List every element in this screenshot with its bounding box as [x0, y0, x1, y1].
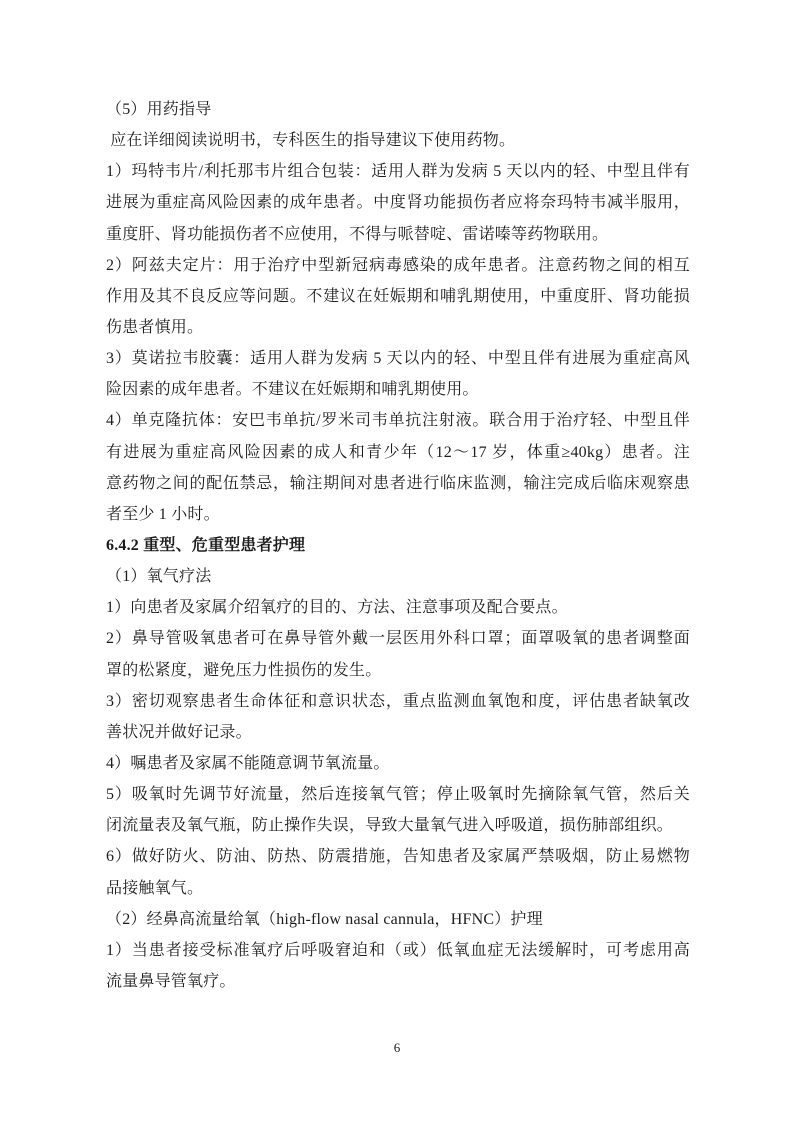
- section-heading: 6.4.2 重型、危重型患者护理: [106, 536, 306, 554]
- text-line: 罩的松紧度，避免压力性损伤的发生。: [106, 661, 382, 679]
- text-line: 1）玛特韦片/利托那韦片组合包装：适用人群为发病 5 天以内的轻、中型且伴有: [106, 163, 690, 181]
- document-body: [106, 94, 690, 997]
- text-line: 4）嘱患者及家属不能随意调节氧流量。: [106, 754, 390, 772]
- text-line: 6）做好防火、防油、防热、防震措施，告知患者及家属严禁吸烟，防止易燃物: [106, 848, 690, 866]
- text-line: 者至少 1 小时。: [106, 505, 220, 523]
- text-line: （2）经鼻高流量给氧（high-flow nasal cannula，HFNC）护理: [106, 910, 543, 928]
- text-line: 4）单克隆抗体：安巴韦单抗/罗米司韦单抗注射液。联合用于治疗轻、中型且伴: [106, 412, 690, 430]
- text-line: 1）当患者接受标准氧疗后呼吸窘迫和（或）低氧血症无法缓解时，可考虑用高: [106, 941, 690, 959]
- text-line: 3）密切观察患者生命体征和意识状态，重点监测血氧饱和度，评估患者缺氧改: [106, 692, 690, 710]
- text-line: 3）莫诺拉韦胶囊：适用人群为发病 5 天以内的轻、中型且伴有进展为重症高风: [106, 350, 690, 368]
- text-line: 有进展为重症高风险因素的成人和青少年（12～17 岁，体重≥40kg）患者。注: [106, 443, 690, 461]
- text-line: （5）用药指导: [106, 101, 212, 118]
- text-line: 进展为重症高风险因素的成年患者。中度肾功能损伤者应将奈玛特韦减半服用，: [106, 194, 690, 212]
- text-line: 意药物之间的配伍禁忌，输注期间对患者进行临床监测，输注完成后临床观察患: [106, 474, 690, 492]
- text-line: 5）吸氧时先调节好流量，然后连接氧气管；停止吸氧时先摘除氧气管，然后关: [106, 786, 690, 804]
- text-line: 伤患者慎用。: [106, 318, 204, 336]
- text-line: 险因素的成年患者。不建议在妊娠期和哺乳期使用。: [106, 381, 479, 399]
- text-line: 品接触氧气。: [106, 879, 204, 897]
- text-line: 2）鼻导管吸氧患者可在鼻导管外戴一层医用外科口罩；面罩吸氧的患者调整面: [106, 630, 690, 648]
- page-footer: [0, 1038, 794, 1058]
- text-line: 应在详细阅读说明书，专科医生的指导建议下使用药物。: [106, 132, 516, 150]
- text-line: 闭流量表及氧气瓶，防止操作失误，导致大量氧气进入呼吸道，损伤肺部组织。: [106, 817, 674, 835]
- text-line: 2）阿兹夫定片：用于治疗中型新冠病毒感染的成年患者。注意药物之间的相互: [106, 256, 690, 274]
- page-number: 6: [393, 1040, 401, 1055]
- text-line: 重度肝、肾功能损伤者不应使用，不得与哌替啶、雷诺嗪等药物联用。: [106, 225, 609, 243]
- text-line: 善状况并做好记录。: [106, 723, 252, 741]
- text-line: 流量鼻导管氧疗。: [106, 972, 236, 990]
- text-line: 1）向患者及家属介绍氧疗的目的、方法、注意事项及配合要点。: [106, 599, 568, 617]
- text-line: （1）氧气疗法: [106, 568, 212, 586]
- text-line: 作用及其不良反应等问题。不建议在妊娠期和哺乳期使用，中重度肝、肾功能损: [106, 287, 690, 305]
